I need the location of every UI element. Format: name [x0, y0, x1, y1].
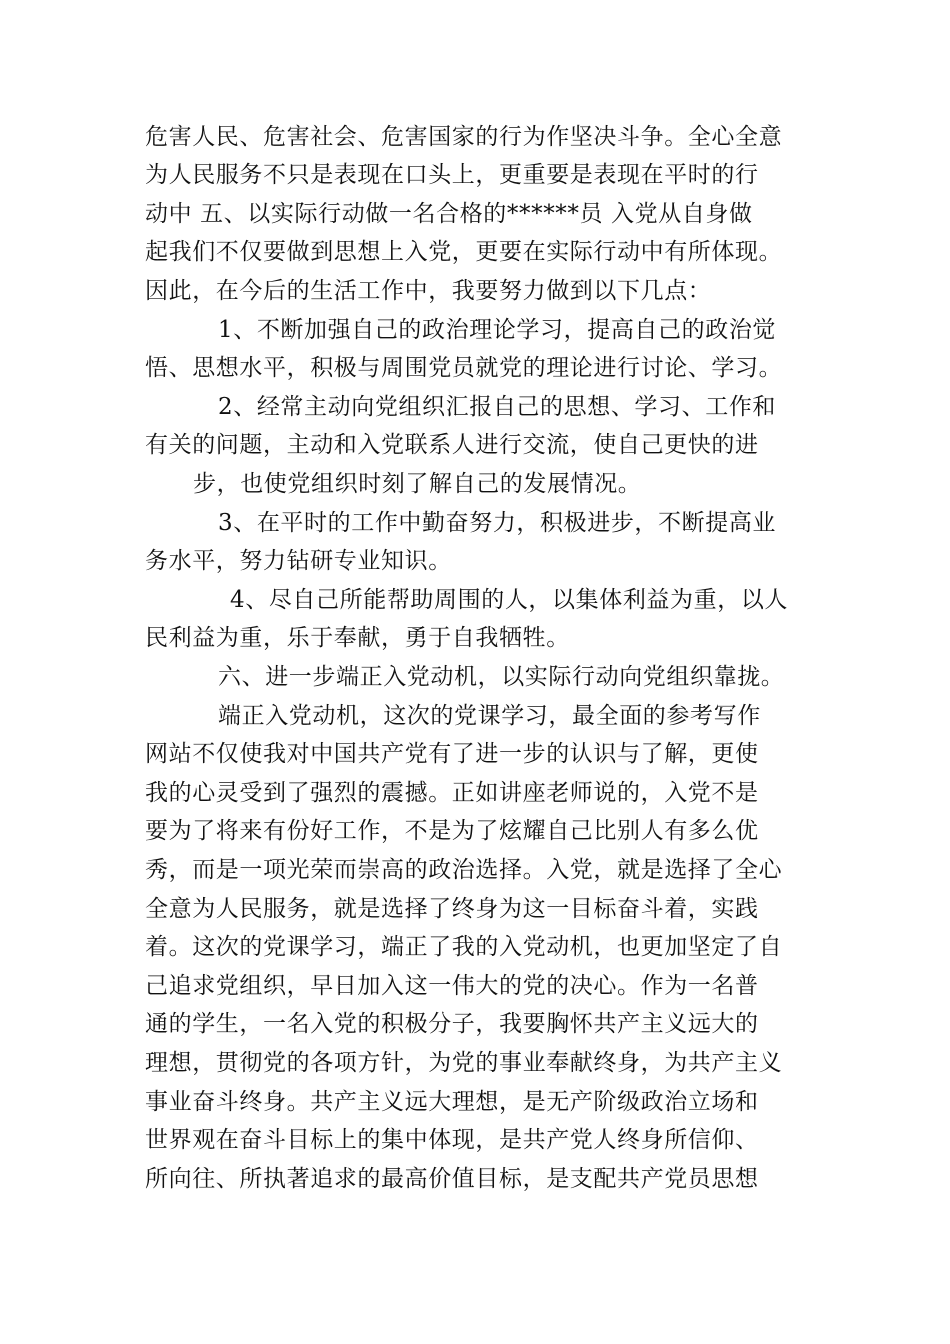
- text-line: 通的学生，一名入党的积极分子，我要胸怀共产主义远大的: [145, 1011, 759, 1037]
- text-line: 理想，贯彻党的各项方针，为党的事业奉献终身，为共产主义: [145, 1050, 783, 1076]
- text-line: 端正入党动机，这次的党课学习，最全面的参考写作: [218, 703, 761, 729]
- text-line: 起我们不仅要做到思想上入党，更要在实际行动中有所体现。: [145, 239, 783, 265]
- text-line: 所向往、所执著追求的最高价值目标，是支配共产党员思想: [145, 1166, 759, 1192]
- text-line: 危害人民、危害社会、危害国家的行为作坚决斗争。全心全意: [145, 124, 783, 150]
- text-line: 世界观在奋斗目标上的集中体现，是共产党人终身所信仰、: [145, 1127, 759, 1153]
- text-line: 事业奋斗终身。共产主义远大理想，是无产阶级政治立场和: [145, 1089, 759, 1115]
- text-line: 我的心灵受到了强烈的震撼。正如讲座老师说的，入党不是: [145, 780, 759, 806]
- text-line: 着。这次的党课学习，端正了我的入党动机，也更加坚定了自: [145, 934, 783, 960]
- text-line: 己追求党组织，早日加入这一伟大的党的决心。作为一名普: [145, 973, 759, 999]
- text-line: 秀，而是一项光荣而崇高的政治选择。入党，就是选择了全心: [145, 857, 783, 883]
- text-line: 务水平，努力钻研专业知识。: [145, 548, 452, 574]
- text-line: 网站不仅使我对中国共产党有了进一步的认识与了解，更使: [145, 741, 759, 767]
- text-line: 六、进一步端正入党动机，以实际行动向党组织靠拢。: [218, 664, 785, 690]
- text-line: 有关的问题，主动和入党联系人进行交流，使自己更快的进: [145, 432, 759, 458]
- text-line: 4、尽自己所能帮助周围的人，以集体利益为重，以人: [230, 587, 789, 613]
- text-line: 悟、思想水平，积极与周围党员就党的理论进行讨论、学习。: [145, 355, 783, 381]
- text-line: 动中 五、以实际行动做一名合格的******员 入党从自身做: [145, 201, 753, 227]
- text-line: 要为了将来有份好工作，不是为了炫耀自己比别人有多么优: [145, 818, 759, 844]
- text-line: 1、不断加强自己的政治理论学习，提高自己的政治觉: [218, 317, 777, 343]
- text-line: 全意为人民服务，就是选择了终身为这一目标奋斗着，实践: [145, 896, 759, 922]
- text-line: 3、在平时的工作中勤奋努力，积极进步，不断提高业: [218, 510, 777, 536]
- text-line: 民利益为重，乐于奉献，勇于自我牺牲。: [145, 625, 570, 651]
- text-line: 为人民服务不只是表现在口头上，更重要是表现在平时的行: [145, 162, 759, 188]
- text-line: 因此，在今后的生活工作中，我要努力做到以下几点：: [145, 278, 712, 304]
- text-line: 2、经常主动向党组织汇报自己的思想、学习、工作和: [218, 394, 777, 420]
- text-line: 步，也使党组织时刻了解自己的发展情况。: [193, 471, 642, 497]
